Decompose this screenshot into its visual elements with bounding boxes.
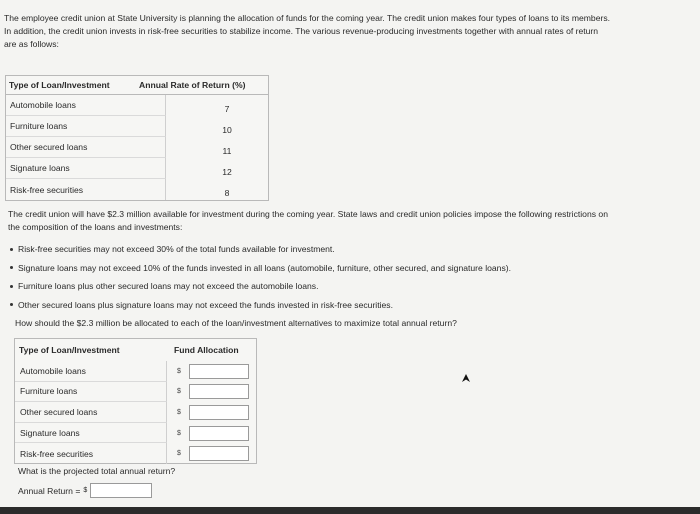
table-header bbox=[6, 76, 268, 95]
table-row bbox=[6, 95, 268, 116]
row-name: Other secured loans bbox=[15, 402, 167, 423]
row-rate: 7 bbox=[224, 103, 230, 114]
annual-return-question: What is the projected total annual return? bbox=[18, 466, 176, 476]
row-name: Risk-free securities bbox=[6, 179, 166, 200]
row-rate: 8 bbox=[224, 187, 230, 198]
annual-return-row bbox=[18, 483, 152, 498]
restrictions-paragraph bbox=[8, 208, 688, 234]
table-row bbox=[15, 443, 256, 464]
list-item-text: Other secured loans plus signature loans may not exceed the funds invested in risk-free securities. bbox=[18, 299, 393, 310]
row-name: Furniture loans bbox=[6, 116, 166, 137]
body-line: The credit union will have $2.3 million available for investment during the coming year. State laws and credit union policies impose the following restrictions on bbox=[8, 209, 608, 219]
table-header bbox=[15, 339, 256, 361]
intro-paragraph bbox=[4, 12, 694, 51]
row-name: Furniture loans bbox=[15, 382, 167, 403]
currency-symbol: $ bbox=[177, 367, 181, 375]
row-name: Automobile loans bbox=[6, 95, 166, 116]
row-name: Automobile loans bbox=[15, 361, 167, 382]
list-item bbox=[10, 259, 690, 278]
table-row bbox=[6, 158, 268, 179]
rate-of-return-table bbox=[5, 75, 269, 201]
row-name: Signature loans bbox=[15, 423, 167, 444]
other-secured-allocation-input[interactable] bbox=[189, 405, 249, 420]
table-row bbox=[15, 423, 256, 444]
list-item-text: Risk-free securities may not exceed 30% of the total funds available for investment. bbox=[18, 244, 335, 255]
currency-symbol: $ bbox=[83, 487, 88, 494]
row-name: Signature loans bbox=[6, 158, 166, 179]
row-rate: 11 bbox=[222, 145, 232, 156]
currency-symbol: $ bbox=[177, 450, 181, 458]
signature-allocation-input[interactable] bbox=[189, 426, 249, 441]
row-name: Risk-free securities bbox=[15, 443, 167, 464]
header-type: Type of Loan/Investment bbox=[9, 80, 110, 90]
currency-symbol: $ bbox=[177, 388, 181, 396]
currency-symbol: $ bbox=[177, 429, 181, 437]
list-item bbox=[10, 240, 690, 259]
intro-line: are as follows: bbox=[4, 39, 59, 49]
body-line: the composition of the loans and investments: bbox=[8, 222, 183, 232]
risk-free-allocation-input[interactable] bbox=[189, 446, 249, 461]
annual-return-label: Annual Return = bbox=[18, 485, 81, 496]
bullet-icon bbox=[10, 285, 13, 288]
row-rate: 12 bbox=[222, 166, 232, 177]
row-rate: 10 bbox=[222, 124, 232, 135]
intro-line: In addition, the credit union invests in risk-free securities to stabilize income. The various revenue-producing investments together with annual rates of return bbox=[4, 26, 599, 36]
intro-line: The employee credit union at State University is planning the allocation of funds for the coming year. The credit union makes four types of loans to its members. bbox=[4, 13, 611, 23]
bullet-icon bbox=[10, 266, 13, 269]
furniture-allocation-input[interactable] bbox=[189, 384, 249, 399]
table-row bbox=[15, 382, 256, 403]
annual-return-input[interactable] bbox=[90, 483, 152, 498]
restrictions-list bbox=[10, 240, 690, 314]
currency-symbol: $ bbox=[177, 408, 181, 416]
fund-allocation-table bbox=[14, 338, 257, 464]
bullet-icon bbox=[10, 248, 13, 251]
table-row bbox=[15, 402, 256, 423]
list-item bbox=[10, 277, 690, 296]
table-row bbox=[6, 116, 268, 137]
header-rate: Annual Rate of Return (%) bbox=[139, 80, 246, 90]
list-item-text: Furniture loans plus other secured loans may not exceed the automobile loans. bbox=[18, 281, 319, 292]
table-row bbox=[6, 137, 268, 158]
mouse-cursor-icon bbox=[461, 373, 471, 383]
row-name: Other secured loans bbox=[6, 137, 166, 158]
header-type: Type of Loan/Investment bbox=[19, 345, 120, 355]
header-allocation: Fund Allocation bbox=[174, 345, 239, 355]
bullet-icon bbox=[10, 303, 13, 306]
table-row bbox=[6, 179, 268, 200]
bottom-bar bbox=[0, 507, 700, 514]
list-item bbox=[10, 296, 690, 315]
table-row bbox=[15, 361, 256, 382]
list-item-text: Signature loans may not exceed 10% of the funds invested in all loans (automobile, furniture, other secured, and signature loans). bbox=[18, 262, 512, 273]
allocation-question: How should the $2.3 million be allocated to each of the loan/investment alternatives to maximize total annual return? bbox=[15, 318, 457, 328]
automobile-allocation-input[interactable] bbox=[189, 364, 249, 379]
